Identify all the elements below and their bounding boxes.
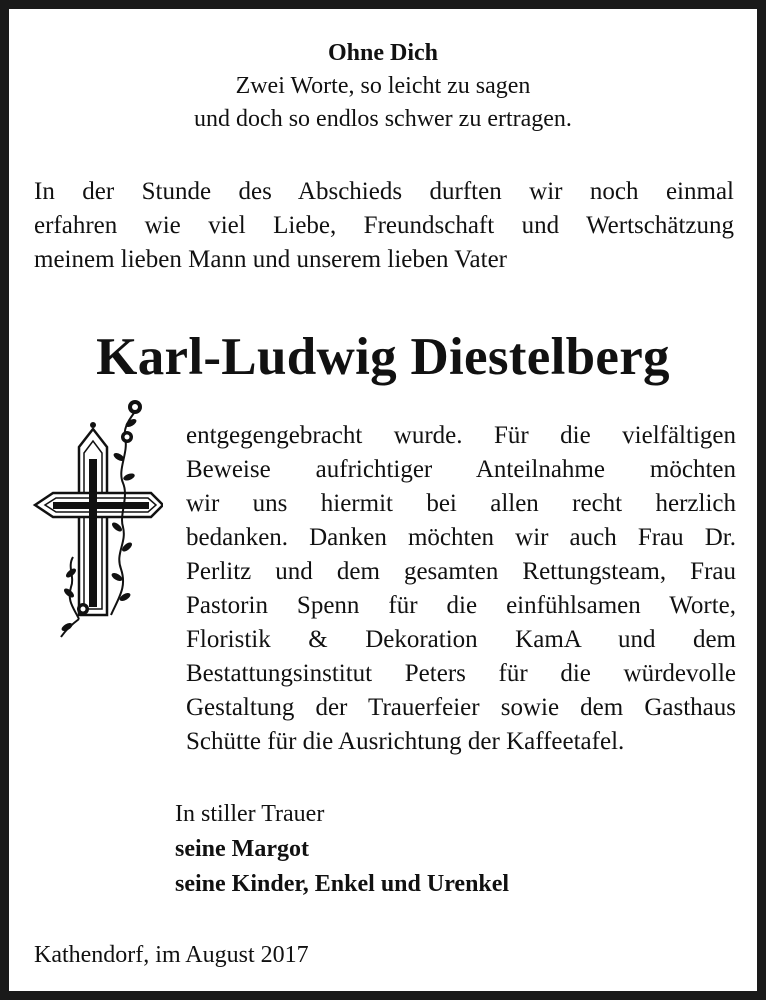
mourning-phrase: In stiller Trauer [175, 801, 325, 827]
thanks-line: Gestaltung der Trauerfeier sowie dem Gasthaus [186, 694, 736, 721]
poem-line: und doch so endlos schwer zu ertragen. [194, 106, 572, 132]
cross-with-roses-icon [23, 387, 163, 639]
thanks-paragraph [186, 419, 736, 759]
place-date: Kathendorf, im August 2017 [34, 942, 309, 968]
thanks-line: bedanken. Danken möchten wir auch Frau Dr. [186, 524, 736, 551]
poem [9, 37, 757, 136]
family-line: seine Kinder, Enkel und Urenkel [175, 871, 510, 897]
thanks-line: Beweise aufrichtiger Anteilnahme möchten [186, 456, 736, 483]
thanks-line: Floristik & Dekoration KamA und dem [186, 626, 736, 653]
intro-paragraph [34, 175, 734, 277]
poem-line: Zwei Worte, so leicht zu sagen [235, 73, 531, 99]
spouse-name: seine Margot [175, 836, 309, 862]
thanks-line: Perlitz und dem gesamten Rettungsteam, Frau [186, 558, 736, 585]
signature-block [175, 797, 735, 902]
thanks-line: entgegengebracht wurde. Für die vielfältigen [186, 422, 736, 449]
deceased-name: Karl-Ludwig Diestelberg [96, 328, 670, 386]
thanks-line: Schütte für die Ausrichtung der Kaffeetafel. [186, 728, 625, 755]
poem-title: Ohne Dich [327, 40, 438, 66]
thanks-line: Bestattungsinstitut Peters für die würdevolle [186, 660, 736, 687]
thanks-line: wir uns hiermit bei allen recht herzlich [186, 490, 736, 517]
intro-line: erfahren wie viel Liebe, Freundschaft und Wertschätzung [34, 212, 734, 239]
intro-line: meinem lieben Mann und unserem lieben Vater [34, 246, 508, 273]
intro-line: In der Stunde des Abschieds durften wir noch einmal [34, 178, 734, 205]
thanks-line: Pastorin Spenn für die einfühlsamen Worte, [186, 592, 736, 619]
